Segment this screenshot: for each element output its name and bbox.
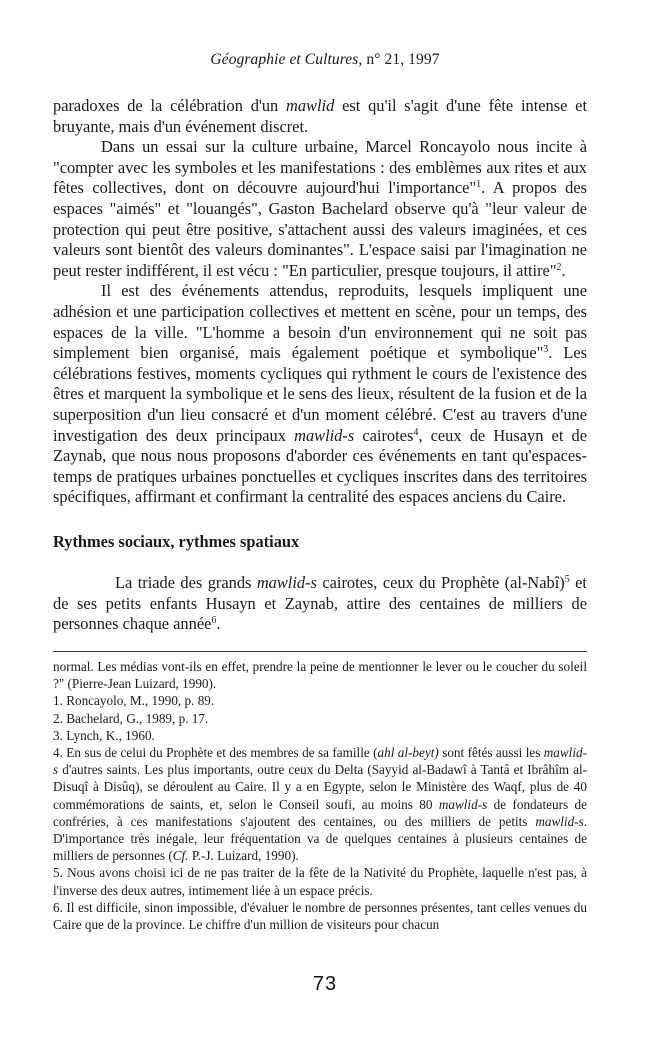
footnote-ref-2[interactable]: 2 (556, 261, 562, 273)
paragraph-2 (53, 137, 587, 281)
body-text (53, 96, 587, 508)
journal-title: Géographie et Cultures, (210, 51, 363, 68)
text: 4. En sus de celui du Prophète et des membres de sa famille ( (53, 745, 378, 761)
section-body (53, 573, 587, 635)
section-paragraph-1 (53, 573, 587, 635)
footnote-2: 2. Bachelard, G., 1989, p. 17. (53, 710, 209, 726)
text: . A propos des espaces "aimés" et "louangés", Gaston Bachelard observe qu'à "leur valeur de protection qui peut être positive, s'attachent aussi des valeurs imaginées, et ces valeurs sont bientôt des valeurs dominantes". L'espace saisi par l'imagination ne peut rester indifférent, il est vécu : "En particulier, presque toujours, il attire" (53, 178, 587, 280)
text: cairotes (354, 425, 414, 445)
section-heading: Rythmes sociaux, rythmes spatiaux (53, 532, 300, 551)
italic-term: Cf. (172, 848, 189, 864)
italic-term: mawlid-s (438, 796, 488, 812)
issue-info: n° 21, 1997 (366, 51, 440, 68)
italic-term: mawlid-s (256, 573, 317, 592)
running-head (0, 51, 650, 69)
footnote-continuation: normal. Les médias vont-ils en effet, prendre la peine de mentionner le lever ou le coucher du soleil ?" (Pierre-Jean Luizard, 1990). (53, 659, 587, 692)
text: P.-J. Luizard, 1990). (188, 848, 299, 864)
paragraph-1 (53, 96, 587, 137)
footnote-ref-6[interactable]: 6 (211, 615, 217, 627)
footnote-5: 5. Nous avons choisi ici de ne pas traiter de la fête de la Nativité du Prophète, laquelle n'est pas, à l'inverse des deux autres, intimement liée à un espace précis. (53, 865, 587, 898)
footnote-ref-1[interactable]: 1 (476, 179, 482, 191)
text: , ceux de Husayn et de Zaynab, que nous nous proposons d'aborder ces événements en tant qu'espaces-temps de pratiques urbaines ponctuelles et cycliques inscrites dans des territoires spécifiques, affirmant et confirmant la centralité des espaces anciens du Caire. (53, 425, 588, 507)
paragraph-3 (53, 281, 587, 508)
text: Il est des événements attendus, reproduits, lesquels impliquent une adhésion et une participation collectives et mettent en scène, pour un temps, des espaces de la ville. "L'homme a besoin d'un environnement qui ne soit pas simplement bien organisé, mais également poétique et symbolique" (53, 281, 587, 363)
text: sont fêtés aussi les (438, 745, 544, 761)
page-number: 73 (312, 973, 338, 995)
italic-term: mawlid-s (535, 813, 584, 829)
footnotes (53, 658, 587, 933)
text: . Les célébrations festives, moments cycliques qui rythment le cours de l'existence des êtres et marquent la symbolique et le sens des lieux, résultent de la fusion et de la superposition d'un lieu consacré et d'un moment célébré. C'est au travers d'une investigation des deux principaux (53, 343, 587, 445)
footnote-3: 3. Lynch, K., 1960. (53, 727, 155, 743)
footnote-ref-4[interactable]: 4 (413, 426, 419, 438)
text: . (216, 614, 221, 634)
text: d'autres saints. Les plus importants, outre ceux du Delta (Sayyid al-Badawî à Tantâ et Ibrâhîm al-Disuqî à Disûq), se déroulent au Caire. Il y a en Egypte, selon le Ministère des Waqf, plus de 40 commémorations de saints, et, selon le Conseil soufi, au moins 80 (53, 762, 587, 812)
text: . (561, 260, 566, 280)
text: et de ses petits enfants Husayn et Zaynab, attire des centaines de milliers de personnes chaque année (53, 573, 587, 634)
footnote-1: 1. Roncayolo, M., 1990, p. 89. (53, 693, 215, 709)
footnote-ref-3[interactable]: 3 (543, 344, 549, 356)
footnote-ref-5[interactable]: 5 (564, 574, 570, 585)
text: . D'importance très inégale, leur fréquentation va de quelques centaines à plusieurs centaines de milliers de personnes ( (53, 813, 587, 864)
italic-term: mawlid-s (53, 745, 587, 778)
text: de fondateurs de confréries, à ces manifestations s'ajoutent des centaines, ou des milliers de petits (53, 796, 587, 829)
text: est qu'il s'agit d'une fête intense et bruyante, mais d'un événement discret. (53, 96, 587, 136)
italic-term: mawlid (286, 96, 335, 115)
text: Dans un essai sur la culture urbaine, Marcel Roncayolo nous incite à "compter avec les symboles et les manifestations : des emblèmes aux rites et aux fêtes collectives, dont on découvre aujourd'hui l'importance" (53, 137, 587, 198)
footnote-6: 6. Il est difficile, sinon impossible, d'évaluer le nombre de personnes présentes, tant celles venues du Caire que de la province. Le chiffre d'un million de visiteurs pour chacun (53, 899, 587, 933)
italic-term: ahl al-beyt) (377, 745, 439, 761)
text: cairotes, ceux du Prophète (al-Nabî) (316, 573, 565, 592)
text: La triade des grands (115, 573, 257, 592)
footnote-divider (53, 651, 587, 652)
text: paradoxes de la célébration d'un (53, 96, 287, 115)
italic-term: mawlid-s (294, 425, 355, 445)
footnote-4 (53, 744, 587, 864)
